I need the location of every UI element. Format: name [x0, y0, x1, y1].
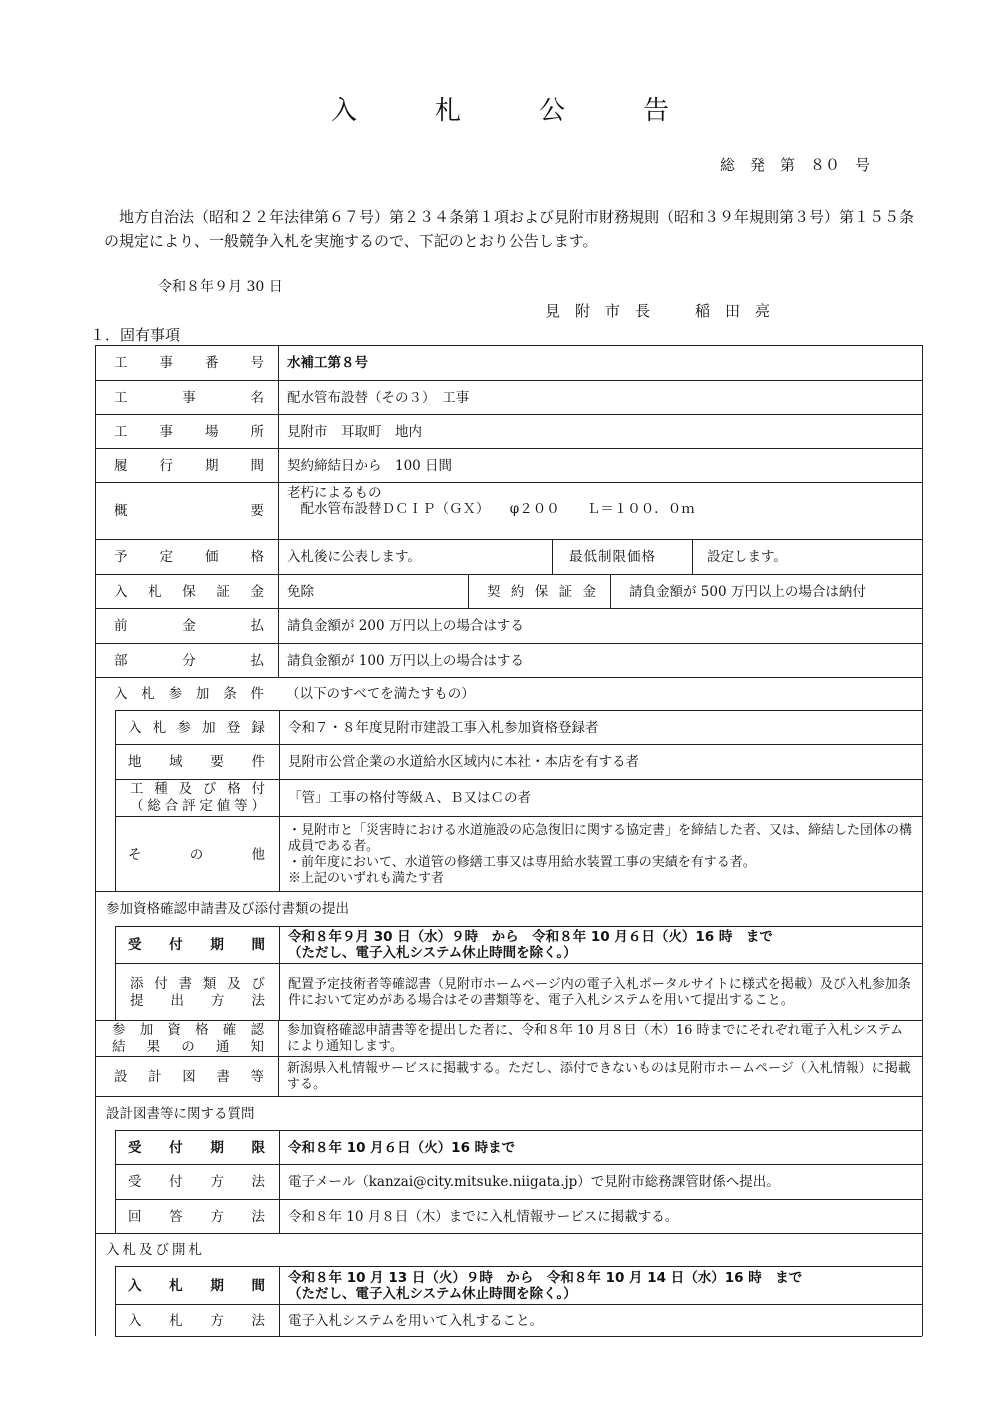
other-line-1: ・見附市と「災害時における水道施設の応急復旧に関する協定書」を締結した者、又は、締結した団体の構成員である者。: [288, 822, 913, 854]
value-period: 契約締結日から 100 日間: [278, 449, 922, 482]
section-heading: １．固有事項: [90, 326, 181, 344]
row-question-method: [116, 1165, 922, 1200]
value-contract-deposit: 請負金額が 500 万円以上の場合は納付: [610, 575, 922, 608]
label-partial: 部分払: [114, 652, 264, 669]
label-documents-line-1: 添付書類及び: [130, 975, 265, 992]
label-drawings: 設計図書等: [114, 1068, 264, 1085]
label-registration: 入札参加登録: [128, 719, 265, 736]
notice-title: 入 札 公 告: [330, 96, 695, 126]
value-partial: 請負金額が 100 万円以上の場合はする: [278, 644, 922, 677]
other-line-3: ※上記のいずれも満たす者: [288, 870, 445, 886]
value-other: [279, 817, 922, 892]
row-other: [116, 817, 922, 892]
overview-line-2: 配水管布設替ＤＣＩＰ（ＧＸ） φ２００ Ｌ＝１００．０ｍ: [287, 501, 695, 517]
value-location: 見附市 耳取町 地内: [278, 415, 922, 448]
label-notice: [96, 1021, 278, 1056]
row-bidding-period: [116, 1267, 922, 1305]
application-period-line-2: （ただし、電子入札システム休止時間を除く。）: [288, 945, 577, 961]
row-overview: [96, 483, 922, 540]
row-conditions-heading: [96, 678, 922, 710]
value-application-period: [279, 927, 922, 963]
value-drawings: 新潟県入札情報サービスに掲載する。ただし、添付できないものは見附市ホームページ（入札情報）に掲載する。: [278, 1057, 922, 1096]
label-question-deadline: 受付期限: [128, 1139, 265, 1156]
bidding-period-line-1: 令和８年 10 月 13 日（火）９時 から 令和８年 10 月 14 日（水）16 時 まで: [288, 1269, 803, 1286]
value-overview: [278, 483, 922, 539]
value-question-method: 電子メール（kanzai@city.mitsuke.niigata.jp）で見附市総務課管財係へ提出。: [279, 1165, 922, 1199]
row-application-period: [116, 927, 922, 964]
intro-paragraph: 地方自治法（昭和２２年法律第６７号）第２３４条第１項および見附市財務規則（昭和３９年規則第３号）第１５５条の規定により、一般競争入札を実施するので、下記のとおり公告します。: [104, 208, 915, 250]
value-grade: 「管」工事の格付等級Ａ、Ｂ又はＣの者: [279, 780, 922, 816]
document-number: 総 発 第 ８０ 号: [720, 156, 871, 174]
label-project-name: 工事名: [114, 389, 264, 406]
conditions-note: （以下のすべてを満たすもの）: [286, 686, 475, 702]
label-overview: 概要: [114, 503, 264, 519]
value-price: 入札後に公表します。: [278, 540, 552, 574]
label-bidding-period: 入札期間: [128, 1277, 265, 1294]
value-registration: 令和７・８年度見附市建設工事入札参加資格登録者: [279, 711, 922, 744]
row-grade: [116, 780, 922, 817]
row-project-no: [96, 346, 922, 381]
label-grade: [116, 780, 279, 816]
row-bidding-method: [116, 1305, 922, 1337]
label-other: その他: [128, 846, 265, 863]
value-project-no: 水補工第８号: [278, 346, 922, 380]
label-advance: 前金払: [114, 618, 264, 634]
value-project-name: 配水管布設替（その３） 工事: [278, 381, 922, 414]
conditions-block: [115, 710, 922, 892]
row-questions-heading: [96, 1097, 922, 1130]
row-application-heading: [96, 891, 922, 926]
row-advance: [96, 609, 922, 644]
label-conditions: 入札参加条件: [114, 686, 264, 702]
row-region: [116, 745, 922, 780]
bidding-heading: 入札及び開札: [106, 1242, 205, 1258]
signer: 見 附 市 長 稲 田 亮: [545, 302, 771, 320]
row-location: [96, 415, 922, 449]
row-partial: [96, 644, 922, 678]
row-documents: [116, 964, 922, 1021]
label-location: 工事場所: [114, 423, 264, 440]
application-period-line-1: 令和８年９月 30 日（水）９時 から 令和８年 10 月６日（火）16 時 まで: [288, 929, 773, 945]
value-question-answer: 令和８年 10 月８日（木）までに入札情報サービスに掲載する。: [279, 1200, 922, 1234]
label-question-answer: 回答方法: [128, 1209, 265, 1225]
other-line-2: ・前年度において、水道管の修繕工事又は専用給水装置工事の実績を有する者。: [288, 854, 756, 870]
row-question-deadline: [116, 1131, 922, 1165]
label-question-method: 受付方法: [128, 1174, 265, 1190]
value-region: 見附市公営企業の水道給水区域内に本社・本店を有する者: [279, 745, 922, 779]
overview-line-1: 老朽によるもの: [287, 485, 382, 501]
label-price: 予定価格: [114, 549, 264, 565]
notice-date: 令和８年９月 30 日: [158, 279, 283, 295]
value-bidding-method: 電子入札システムを用いて入札すること。: [279, 1305, 922, 1336]
application-heading: 参加資格確認申請書及び添付書類の提出: [106, 901, 349, 917]
application-block: [115, 926, 922, 1021]
label-contract-deposit: 契約保証金: [468, 575, 610, 608]
value-notice: 参加資格確認申請書等を提出した者に、令和８年 10 月８日（木）16 時までにそれぞれ電子入札システムにより通知します。: [278, 1021, 922, 1056]
label-region: 地域要件: [128, 754, 265, 770]
label-grade-line-2: （総合評定値等）: [130, 798, 265, 814]
row-drawings: [96, 1057, 922, 1097]
bidding-block: [115, 1266, 922, 1337]
value-advance: 請負金額が 200 万円以上の場合はする: [278, 609, 922, 643]
label-min-price: 最低制限価格: [552, 540, 692, 574]
label-project-no: 工事番号: [114, 355, 264, 371]
row-bidding-heading: [96, 1233, 922, 1266]
bidding-period-line-2: （ただし、電子入札システム休止時間を除く。）: [288, 1285, 577, 1302]
value-question-deadline: 令和８年 10 月６日（火）16 時まで: [279, 1131, 922, 1164]
label-bidding-method: 入札方法: [128, 1312, 265, 1329]
row-question-answer: [116, 1200, 922, 1234]
questions-block: [115, 1130, 922, 1234]
label-grade-line-1: 工種及び格付: [130, 781, 265, 797]
details-table: [95, 345, 923, 1336]
row-project-name: [96, 381, 922, 415]
label-deposit: 入札保証金: [114, 583, 264, 600]
row-registration: [116, 711, 922, 745]
value-min-price: 設定します。: [692, 540, 922, 574]
label-application-period: 受付期間: [128, 937, 265, 953]
label-period: 履行期間: [114, 457, 264, 474]
questions-heading: 設計図書等に関する質問: [106, 1105, 255, 1122]
row-notice: [96, 1020, 922, 1057]
row-deposit: [96, 575, 922, 609]
value-bidding-period: [279, 1267, 922, 1304]
label-documents: [116, 964, 279, 1021]
value-deposit: 免除: [278, 575, 468, 608]
label-notice-line-1: 参加資格確認: [112, 1021, 264, 1038]
row-period: [96, 449, 922, 483]
row-price: [96, 540, 922, 575]
label-notice-line-2: 結果の通知: [112, 1038, 264, 1055]
label-documents-line-2: 提出方法: [130, 992, 265, 1009]
value-documents: 配置予定技術者等確認書（見附市ホームページ内の電子入札ポータルサイトに様式を掲載）及び入札参加条件において定めがある場合はその書類等を、電子入札システムを用いて提出すること。: [279, 964, 922, 1021]
